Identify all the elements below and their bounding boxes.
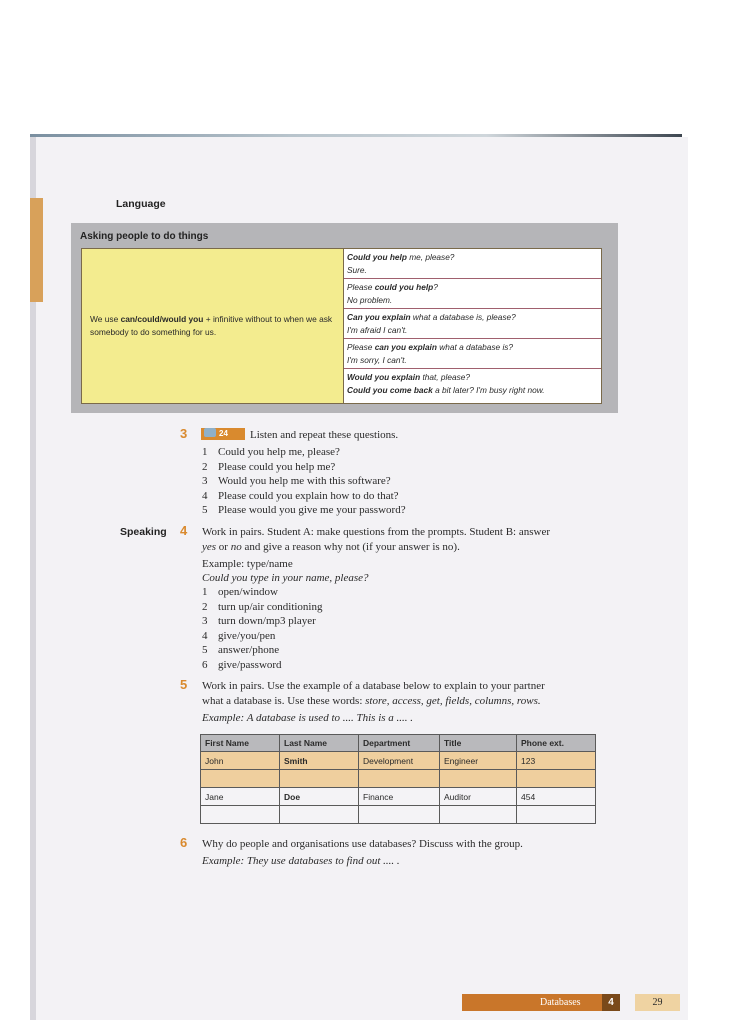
list-item: 6 give/password bbox=[202, 658, 282, 671]
list-item: 5 answer/phone bbox=[202, 644, 280, 657]
grammar-examples bbox=[343, 248, 602, 404]
exercise-3-list bbox=[202, 445, 406, 518]
table-cell bbox=[517, 806, 596, 824]
column-header: First Name bbox=[201, 735, 280, 752]
table-cell bbox=[517, 770, 596, 788]
table-cell: Finance bbox=[359, 788, 440, 806]
table-cell bbox=[201, 770, 280, 788]
left-tab-marker bbox=[30, 198, 43, 302]
table-cell: Development bbox=[359, 752, 440, 770]
table-cell: 123 bbox=[517, 752, 596, 770]
grammar-box bbox=[71, 223, 618, 413]
table-cell: 454 bbox=[517, 788, 596, 806]
column-header: Department bbox=[359, 735, 440, 752]
exercise-4-example-label: Example: type/name bbox=[202, 558, 293, 570]
table-cell bbox=[280, 806, 359, 824]
exercise-6-instruction: Why do people and organisations use databases? Discuss with the group. bbox=[202, 838, 523, 850]
grammar-example: Could you help me, please? Sure. bbox=[344, 249, 601, 279]
exercise-6-number: 6 bbox=[180, 835, 188, 850]
track-number: 24 bbox=[219, 429, 228, 438]
list-item: 5 Please would you give me your password? bbox=[202, 504, 406, 517]
table-cell bbox=[440, 770, 517, 788]
table-cell bbox=[440, 806, 517, 824]
database-table bbox=[200, 734, 596, 824]
exercise-4-instruction: Work in pairs. Student A: make questions from the prompts. Student B: answer yes or no and give a reason why not (if your answer is no). bbox=[202, 526, 551, 553]
language-label: Language bbox=[116, 198, 166, 210]
table-cell: Doe bbox=[280, 788, 359, 806]
grammar-example: Can you explain what a database is, please? I'm afraid I can't. bbox=[344, 309, 601, 339]
exercise-5-number: 5 bbox=[180, 677, 188, 692]
table-row bbox=[201, 788, 596, 806]
exercise-4-example-text: Could you type in your name, please? bbox=[202, 572, 369, 584]
table-cell: Engineer bbox=[440, 752, 517, 770]
footer-unit-title: Databases bbox=[540, 997, 581, 1008]
speaking-label: Speaking bbox=[120, 526, 167, 538]
cd-icon bbox=[204, 428, 216, 437]
table-cell bbox=[280, 770, 359, 788]
exercise-4-list bbox=[202, 585, 322, 673]
list-item: 4 Please could you explain how to do that? bbox=[202, 489, 399, 502]
exercise-3-instruction: Listen and repeat these questions. bbox=[250, 429, 399, 441]
list-item: 3 turn down/mp3 player bbox=[202, 615, 316, 628]
table-cell bbox=[359, 806, 440, 824]
table-row bbox=[201, 806, 596, 824]
table-cell bbox=[201, 806, 280, 824]
table-cell: Auditor bbox=[440, 788, 517, 806]
exercise-5-instruction: Work in pairs. Use the example of a database below to explain to your partner what a database is. Use these words: store, access, get, fields, columns, rows. bbox=[202, 680, 545, 707]
grammar-title: Asking people to do things bbox=[80, 231, 209, 242]
grammar-example: Please could you help? No problem. bbox=[344, 279, 601, 309]
list-item: 2 Please could you help me? bbox=[202, 460, 336, 473]
grammar-example: Would you explain that, please? Could you come back a bit later? I'm busy right now. bbox=[347, 372, 545, 395]
table-cell: Jane bbox=[201, 788, 280, 806]
table-cell: Smith bbox=[280, 752, 359, 770]
exercise-5-example: Example: A database is used to .... This is a .... . bbox=[202, 712, 414, 724]
table-cell bbox=[359, 770, 440, 788]
table-row bbox=[201, 752, 596, 770]
table-cell: John bbox=[201, 752, 280, 770]
footer-unit-number: 4 bbox=[602, 994, 620, 1011]
grammar-rule-panel bbox=[81, 248, 344, 404]
exercise-3-number: 3 bbox=[180, 426, 188, 441]
table-header-row bbox=[201, 735, 596, 752]
list-item: 3 Would you help me with this software? bbox=[202, 475, 391, 488]
page-number: 29 bbox=[635, 994, 680, 1011]
audio-track-badge[interactable] bbox=[201, 428, 245, 440]
exercise-4-number: 4 bbox=[180, 523, 188, 538]
list-item: 1 open/window bbox=[202, 586, 278, 598]
table-row bbox=[201, 770, 596, 788]
column-header: Last Name bbox=[280, 735, 359, 752]
footer-bar bbox=[462, 994, 602, 1011]
column-header: Title bbox=[440, 735, 517, 752]
column-header: Phone ext. bbox=[517, 735, 596, 752]
grammar-example: Please can you explain what a database is? I'm sorry, I can't. bbox=[344, 339, 601, 369]
list-item: 2 turn up/air conditioning bbox=[202, 600, 323, 613]
list-item: 4 give/you/pen bbox=[202, 629, 276, 642]
grammar-rule: We use can/could/would you + infinitive without to when we ask somebody to do something for us. bbox=[90, 314, 333, 337]
exercise-6-example: Example: They use databases to find out .... . bbox=[202, 855, 400, 867]
list-item: 1 Could you help me, please? bbox=[202, 446, 340, 458]
